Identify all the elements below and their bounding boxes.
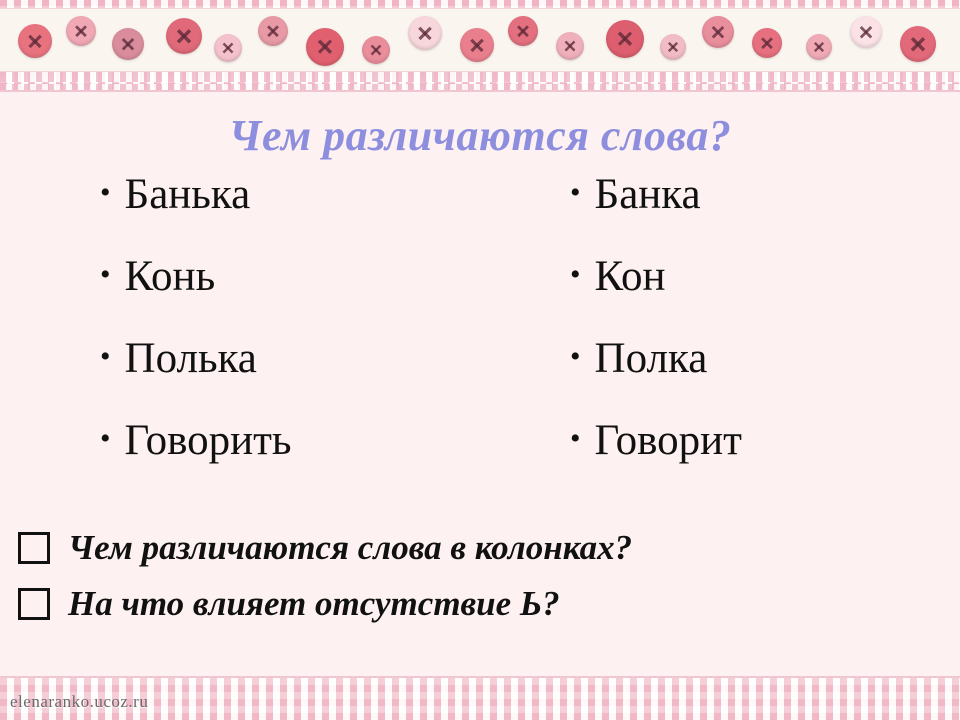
list-item [18,576,960,632]
word-text: Полка [594,335,708,382]
button-decoration-icon [258,16,288,46]
word-text: Говорить [124,417,292,464]
button-decoration-icon [214,34,242,62]
word-text: Банька [124,171,251,218]
checkbox-empty-icon [18,532,50,564]
question-text: Чем различаются слова в колонках? [68,528,633,567]
bullet-icon: • [100,176,111,209]
word-text: Полька [124,335,257,382]
word-column-right [0,170,960,498]
bottom-border-decoration [0,676,960,720]
button-decoration-icon [900,26,936,62]
button-decoration-icon [508,16,538,46]
button-decoration-icon [166,18,202,54]
button-decoration-icon [460,28,494,62]
gingham-strip-bottom [0,84,960,90]
word-columns [0,170,960,498]
bullet-icon: • [570,176,581,209]
list-item [18,520,960,576]
button-decoration-icon [556,32,584,60]
list-item [570,416,960,498]
word-text: Говорит [594,417,742,464]
list-item [570,252,960,334]
button-decoration-icon [660,34,686,60]
gingham-strip-top [0,72,960,82]
button-decoration-icon [362,36,390,64]
page-title: Чем различаются слова? [228,111,732,160]
button-decoration-icon [112,28,144,60]
bullet-icon: • [100,422,111,455]
bullet-icon: • [570,258,581,291]
button-decoration-icon [306,28,344,66]
bullet-icon: • [570,340,581,373]
question-text: На что влияет отсутствие Ь? [68,584,560,623]
list-item [570,170,960,252]
questions-block [0,520,960,632]
word-text: Кон [594,253,666,300]
word-text: Конь [124,253,216,300]
list-item [570,334,960,416]
button-decoration-icon [806,34,832,60]
bullet-icon: • [100,258,111,291]
button-decoration-icon [752,28,782,58]
button-decoration-icon [408,16,442,50]
word-text: Банка [594,171,701,218]
button-decoration-icon [606,20,644,58]
bullet-icon: • [570,422,581,455]
button-decoration-icon [850,16,882,48]
button-decoration-icon [702,16,734,48]
bullet-icon: • [100,340,111,373]
button-decoration-icon [18,24,52,58]
top-border-decoration [0,0,960,92]
button-decoration-icon [66,16,96,46]
watermark-text: elenaranko.ucoz.ru [10,692,149,711]
checkbox-empty-icon [18,588,50,620]
button-decoration-row [0,10,960,70]
